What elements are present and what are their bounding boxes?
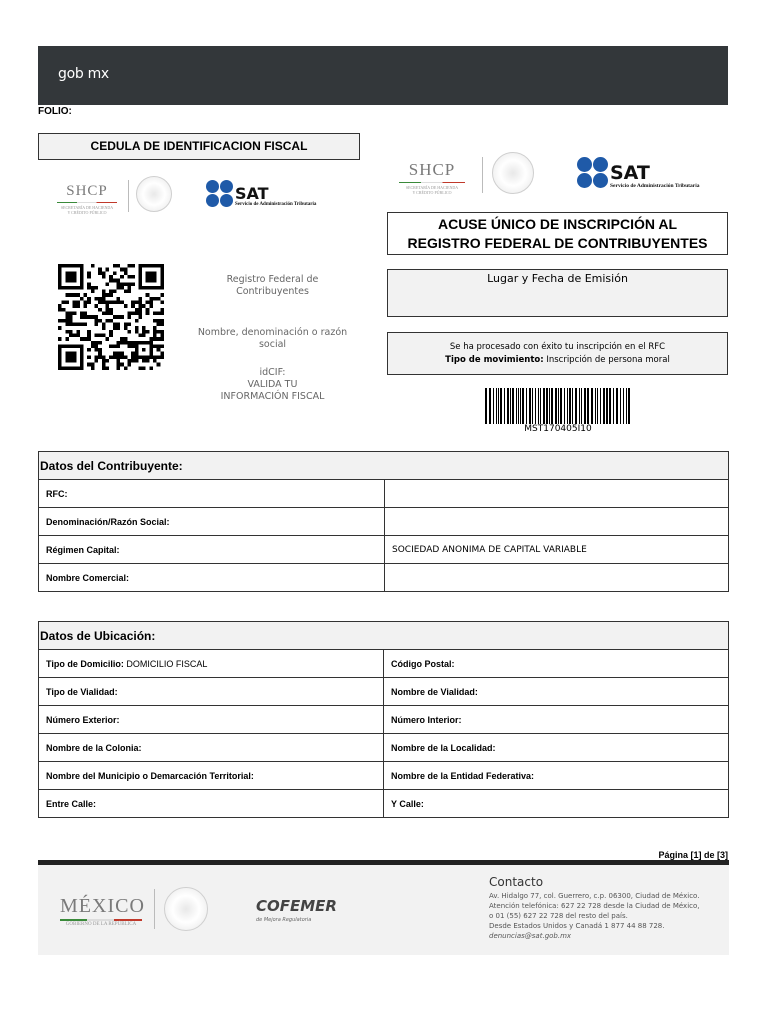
- page-number: Página [1] de [3]: [658, 850, 728, 860]
- table-row: Régimen Capital: SOCIEDAD ANONIMA DE CAPITAL VARIABLE: [39, 536, 729, 564]
- rfc-label: Registro Federal de Contribuyentes: [226, 274, 319, 297]
- contacto-line: Av. Hidalgo 77, col. Guerrero, c.p. 06300, Ciudad de México.: [489, 892, 700, 900]
- gobmx-logo: gob mx: [58, 66, 109, 82]
- acuse-title: ACUSE ÚNICO DE INSCRIPCIÓN AL REGISTRO FEDERAL DE CONTRIBUYENTES: [387, 212, 728, 255]
- seal-icon: [492, 152, 534, 194]
- table-row: Nombre del Municipio o Demarcación Territorial: Nombre de la Entidad Federativa:: [39, 762, 729, 790]
- ubicacion-table: [38, 621, 729, 818]
- exito-message: Se ha procesado con éxito tu inscripción en el RFC: [449, 342, 666, 352]
- table-row: Número Exterior: Número Interior:: [39, 706, 729, 734]
- seal-icon: [136, 176, 172, 212]
- lugar-fecha-box: Lugar y Fecha de Emisión: [387, 269, 728, 317]
- shcp-logo-right: SHCP SECRETARÍA DE HACIENDA Y CRÉDITO PÚBLICO: [395, 160, 469, 195]
- qr-code: [58, 262, 164, 372]
- sat-logo-right: SAT Servicio de Administración Tributaria: [577, 157, 729, 191]
- contribuyente-table: [38, 451, 729, 592]
- table-row: Nombre Comercial:: [39, 564, 729, 592]
- contacto-title: Contacto: [489, 875, 544, 889]
- tipo-movimiento-value: Inscripción de persona moral: [543, 355, 670, 365]
- informacion-text: INFORMACIÓN FISCAL: [220, 391, 325, 402]
- mexico-logo: MÉXICO GOBIERNO DE LA REPÚBLICA: [60, 895, 145, 927]
- nombre-label: Nombre, denominación o razón social: [197, 327, 348, 350]
- table-row: Tipo de Vialidad: Nombre de Vialidad:: [39, 678, 729, 706]
- contacto-line: o 01 (55) 627 22 728 del resto del país.: [489, 912, 628, 920]
- cofemer-logo: COFEMER: [256, 897, 337, 915]
- footer: [38, 865, 729, 955]
- barcode-text: MST170405I10: [524, 424, 592, 434]
- shcp-logo-left: SHCP SECRETARÍA DE HACIENDA Y CRÉDITO PÚBLICO: [54, 183, 120, 215]
- valida-text: VALIDA TU: [247, 379, 298, 390]
- seal-icon: [164, 887, 208, 931]
- exito-box: [387, 332, 728, 375]
- barcode: [485, 388, 631, 424]
- cedula-title: CEDULA DE IDENTIFICACION FISCAL: [38, 133, 360, 160]
- idcif-label: idCIF:: [259, 367, 286, 378]
- sat-logo-left: SAT Servicio de Administración Tributaria: [206, 180, 346, 210]
- logo-divider: [128, 180, 129, 212]
- contacto-line: Atención telefónica: 627 22 728 desde la Ciudad de México,: [489, 902, 700, 910]
- table-row: Tipo de Domicilio: DOMICILIO FISCAL Código Postal:: [39, 650, 729, 678]
- footer-divider-line: [154, 889, 155, 929]
- table-row: Entre Calle: Y Calle:: [39, 790, 729, 818]
- contribuyente-title: Datos del Contribuyente:: [39, 452, 729, 480]
- table-row: RFC:: [39, 480, 729, 508]
- tipo-movimiento-label: Tipo de movimiento:: [445, 355, 544, 365]
- logo-divider: [482, 157, 483, 193]
- cofemer-subtitle: de Mejora Regulatoria: [256, 917, 312, 923]
- folio-label: FOLIO:: [38, 106, 72, 117]
- contacto-email: denuncias@sat.gob.mx: [489, 932, 572, 940]
- table-row: Nombre de la Colonia: Nombre de la Localidad:: [39, 734, 729, 762]
- contacto-line: Desde Estados Unidos y Canadá 1 877 44 88 728.: [489, 922, 665, 930]
- idcif-block: [195, 367, 350, 403]
- ubicacion-title: Datos de Ubicación:: [39, 622, 729, 650]
- table-row: Denominación/Razón Social:: [39, 508, 729, 536]
- contacto-block: [489, 875, 724, 941]
- top-bar: [38, 46, 728, 105]
